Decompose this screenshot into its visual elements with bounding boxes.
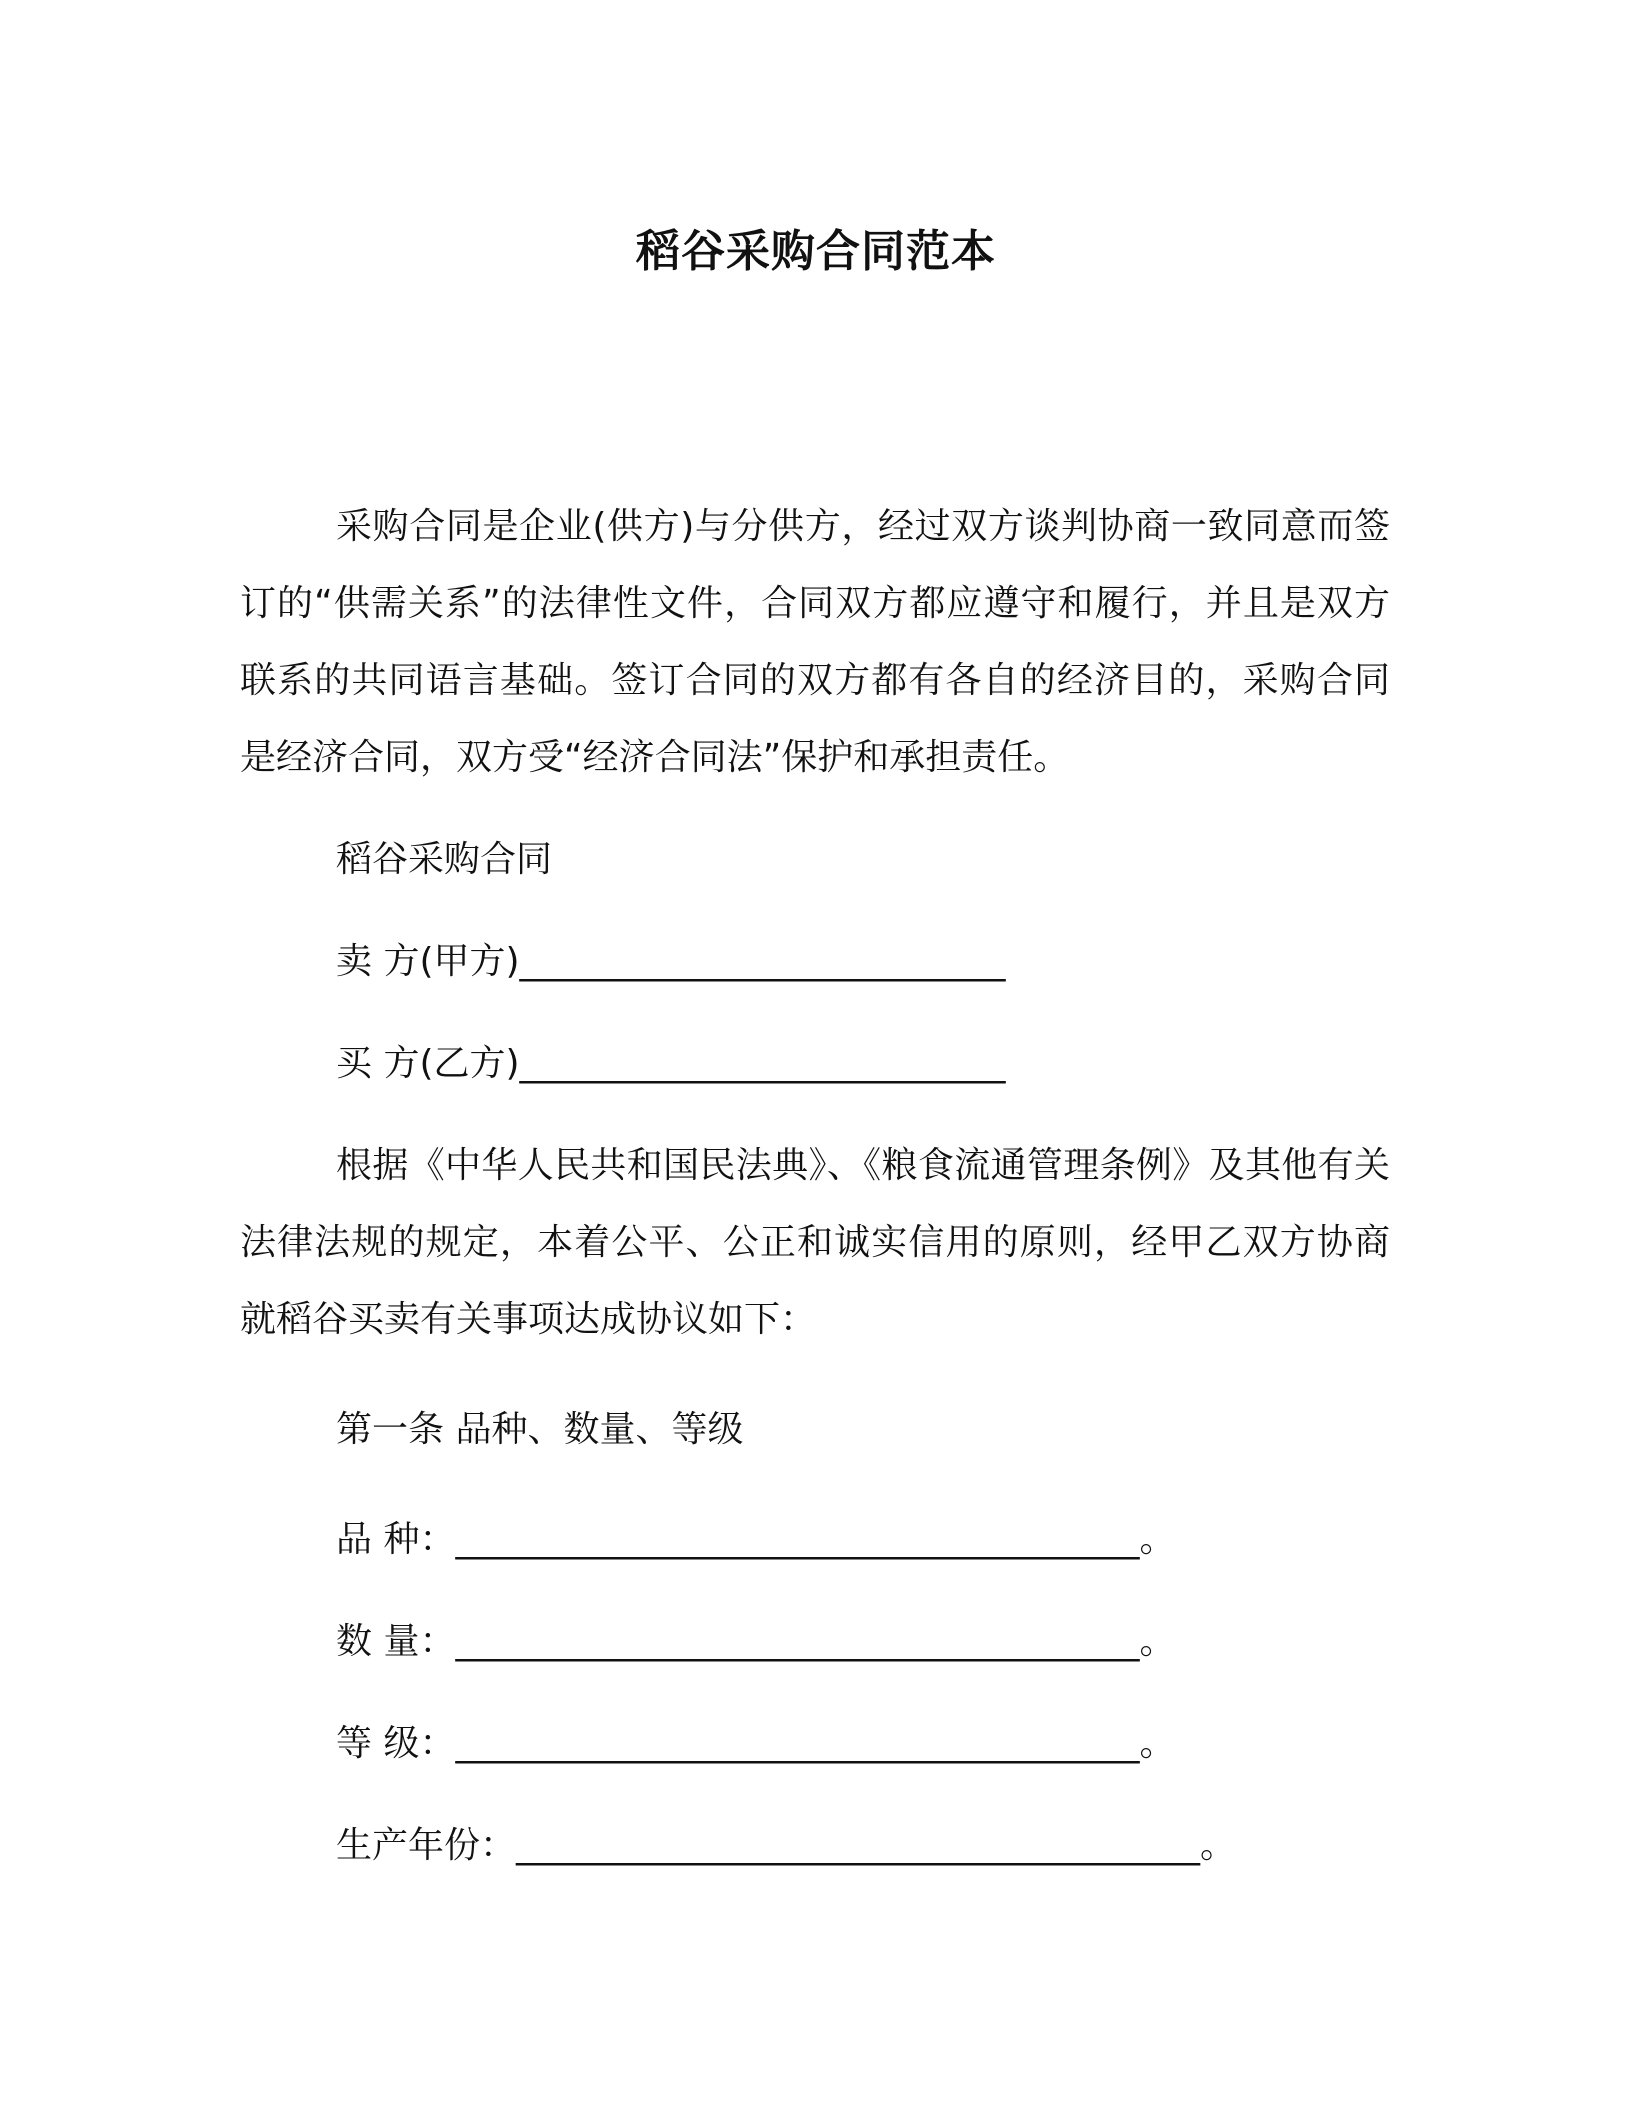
contract-name: 稻谷采购合同	[336, 839, 553, 880]
production-year-field: 生产年份：______________________________________。	[336, 1825, 1237, 1866]
seller-line: 卖 方(甲方)___________________________	[336, 941, 1006, 982]
intro-paragraph: 采购合同是企业(供方)与分供方，经过双方谈判协商一致同意而签订的“供需关系”的法律性文件，合同双方都应遵守和履行，并且是双方联系的共同语言基础。签订合同的双方都有各自的经济目的，采购合同是经济合同，双方受“经济合同法”保护和承担责任。	[240, 506, 1390, 778]
basis-paragraph: 根据《中华人民共和国民法典》、《粮食流通管理条例》及其他有关法律法规的规定，本着公平、公正和诚实信用的原则，经甲乙双方协商就稻谷买卖有关事项达成协议如下：	[240, 1145, 1390, 1340]
quantity-field: 数 量：______________________________________。	[336, 1621, 1176, 1662]
variety-field: 品 种：______________________________________。	[336, 1519, 1176, 1560]
document-title: 稻谷采购合同范本	[636, 226, 996, 277]
grade-field: 等 级：______________________________________。	[336, 1723, 1176, 1764]
article1-heading: 第一条 品种、数量、等级	[336, 1409, 744, 1450]
document-body	[240, 488, 1390, 1884]
buyer-line: 买 方(乙方)___________________________	[336, 1043, 1006, 1084]
